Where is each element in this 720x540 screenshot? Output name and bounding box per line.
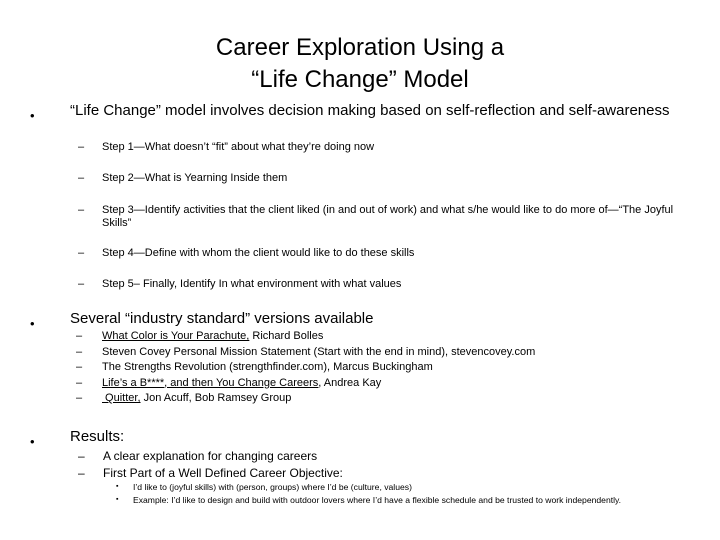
step-1: Step 1—What doesn’t “fit” about what they’re doing now xyxy=(102,141,375,153)
dash-marker: – xyxy=(78,141,85,153)
version-item-5-author: Jon Acuff, Bob Ramsey Group xyxy=(140,392,292,404)
bullet-marker: • xyxy=(30,108,35,123)
bullet-marker: • xyxy=(30,316,35,331)
version-item-4 xyxy=(102,376,381,392)
slide-title xyxy=(100,32,620,96)
version-item-5 xyxy=(102,391,291,407)
step-4: Step 4—Define with whom the client would like to do these skills xyxy=(102,247,415,259)
slide-title-line-2: “Life Change” Model xyxy=(251,66,469,93)
dash-marker: – xyxy=(76,392,83,404)
dash-marker: – xyxy=(78,449,85,463)
dash-marker: – xyxy=(78,247,85,259)
result-item-2: First Part of a Well Defined Career Objective: xyxy=(103,466,343,480)
bullet-marker: • xyxy=(30,434,35,449)
square-bullet-marker: ▪ xyxy=(116,483,119,490)
version-item-1-title: What Color is Your Parachute, xyxy=(102,330,250,342)
square-bullet-marker: ▪ xyxy=(116,496,119,503)
version-item-3: The Strengths Revolution (strengthfinder.com), Marcus Buckingham xyxy=(102,361,433,373)
version-item-5-title: Quitter, xyxy=(102,392,141,404)
result-item-1: A clear explanation for changing careers xyxy=(103,449,318,463)
dash-marker: – xyxy=(78,172,85,184)
slide-title-line-1: Career Exploration Using a xyxy=(215,34,505,61)
version-item-1 xyxy=(102,329,323,345)
dash-marker: – xyxy=(76,345,83,358)
step-2: Step 2—What is Yearning Inside them xyxy=(102,172,288,184)
version-item-4-author: Andrea Kay xyxy=(321,376,382,389)
dash-marker: – xyxy=(78,278,85,290)
section-1-heading: “Life Change” model involves decision making based on self-reflection and self-awareness xyxy=(70,102,670,119)
dash-marker: – xyxy=(78,466,85,480)
version-item-1-author: Richard Bolles xyxy=(249,330,324,342)
step-3: Step 3—Identify activities that the client liked (in and out of work) and what s/he would like to do more of—“The Joyful Skills” xyxy=(102,204,674,229)
result-subitem-1: I’d like to (joyful skills) with (person, groups) where I’d be (culture, values) xyxy=(133,482,412,492)
version-item-2: Steven Covey Personal Mission Statement (Start with the end in mind), stevencovey.com xyxy=(102,345,536,358)
dash-marker: – xyxy=(76,330,83,342)
dash-marker: – xyxy=(78,204,85,216)
section-3-heading: Results: xyxy=(70,428,125,445)
section-2-heading: Several “industry standard” versions available xyxy=(70,310,374,327)
dash-marker: – xyxy=(76,376,83,389)
version-item-4-title: Life’s a B****, and then You Change Careers, xyxy=(102,376,322,389)
result-subitem-2: Example: I’d like to design and build with outdoor lovers where I’d have a flexible schedule and be trusted to work independently. xyxy=(133,495,622,505)
step-5: Step 5– Finally, Identify In what environment with what values xyxy=(102,278,402,290)
dash-marker: – xyxy=(76,361,83,373)
